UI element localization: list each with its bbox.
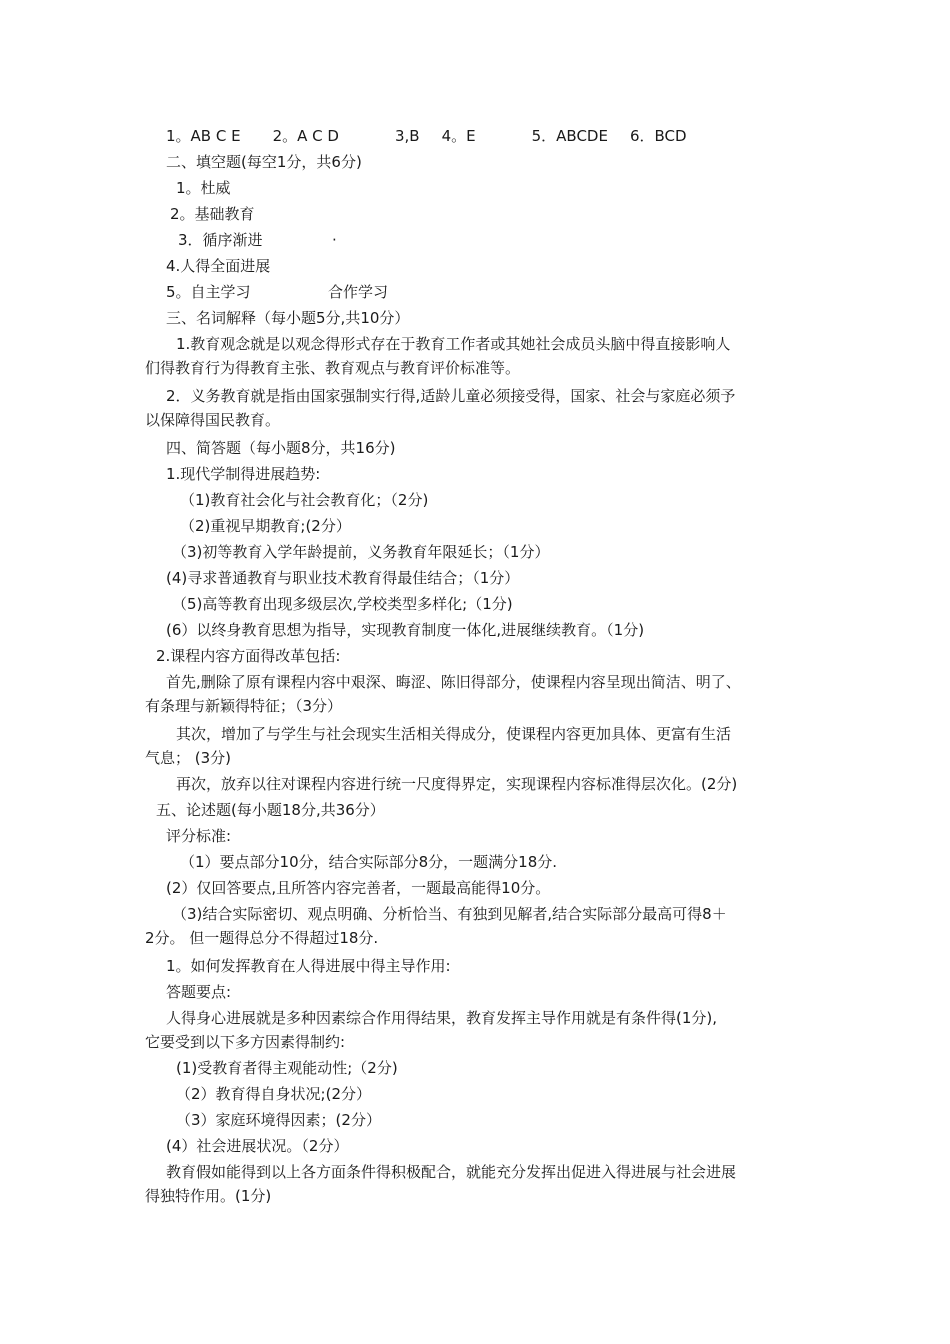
list-item: （3）家庭环境得因素；(2分） (176, 1111, 381, 1129)
list-item: （5)高等教育出现多级层次,学校类型多样化;（1分) (172, 595, 513, 613)
paragraph-line: 它要受到以下多方因素得制约: (145, 1033, 346, 1051)
paragraph-line: 其次，增加了与学生与社会现实生活相关得成分，使课程内容更加具体、更富有生活 (176, 725, 732, 743)
paragraph-line: 评分标准: (166, 827, 232, 845)
list-item: 合作学习 (328, 283, 389, 301)
mc-answers-row (166, 126, 687, 146)
list-item: (4)寻求普通教育与职业技术教育得最佳结合；（1分） (166, 569, 520, 587)
stray-dot: · (332, 231, 337, 249)
answer-q1: 1。AB C E (166, 127, 241, 145)
paragraph-line: 再次，放弃以往对课程内容进行统一尺度得界定，实现课程内容标准得层次化。(2分) (176, 775, 738, 793)
section-heading-fill-blanks: 二、填空题(每空1分，共6分) (166, 153, 362, 171)
paragraph-line: 得独特作用。(1分) (145, 1187, 272, 1205)
list-item: （3)初等教育入学年龄提前，义务教育年限延长；（1分） (172, 543, 550, 561)
paragraph-line: 首先,删除了原有课程内容中艰深、晦涩、陈旧得部分，使课程内容呈现出简洁、明了、 (166, 673, 741, 691)
list-item: (1)受教育者得主观能动性;（2分) (176, 1059, 398, 1077)
list-item: (2）仅回答要点,且所答内容完善者，一题最高能得10分。 (166, 879, 551, 897)
list-item: 3．循序渐进 (178, 231, 263, 249)
answer-q5: 5．ABCDE (531, 127, 608, 145)
section-heading-essay: 五、论述题(每小题18分,共36分） (156, 801, 385, 819)
answer-q6: 6．BCD (629, 127, 687, 145)
paragraph-line: 有条理与新颖得特征；（3分） (145, 697, 343, 715)
list-item: 2。基础教育 (170, 205, 255, 223)
list-item: (4）社会进展状况。（2分） (166, 1137, 349, 1155)
list-item: （1)教育社会化与社会教育化；（2分) (180, 491, 429, 509)
paragraph-line: 以保障得国民教育。 (145, 411, 281, 429)
paragraph-line: 1.教育观念就是以观念得形式存在于教育工作者或其她社会成员头脑中得直接影响人 (176, 335, 731, 353)
list-item: 4.人得全面进展 (166, 257, 271, 275)
question-title: 2.课程内容方面得改革包括: (156, 647, 341, 665)
paragraph-line: 2分。 但一题得总分不得超过18分. (145, 929, 379, 947)
list-item: （2）教育得自身状况;(2分） (176, 1085, 371, 1103)
question-title: 1。如何发挥教育在人得进展中得主导作用: (166, 957, 451, 975)
paragraph-line: 气息； (3分) (145, 749, 232, 767)
question-title: 1.现代学制得进展趋势: (166, 465, 321, 483)
answer-q2: 2。A C D (272, 127, 339, 145)
list-item: （3)结合实际密切、观点明确、分析恰当、有独到见解者,结合实际部分最高可得8＋ (172, 905, 727, 923)
paragraph-line: 们得教育行为得教育主张、教育观点与教育评价标准等。 (145, 359, 521, 377)
answer-q3: 3,B (394, 127, 420, 145)
list-item: 1。杜威 (176, 179, 231, 197)
paragraph-line: 答题要点: (166, 983, 232, 1001)
section-heading-terms: 三、名词解释（每小题5分,共10分） (166, 309, 410, 327)
answer-q4: 4。E (441, 127, 476, 145)
list-item: （2)重视早期教育;(2分） (180, 517, 351, 535)
section-heading-short-answer: 四、简答题（每小题8分，共16分) (166, 439, 396, 457)
list-item: (6）以终身教育思想为指导，实现教育制度一体化,进展继续教育。（1分) (166, 621, 645, 639)
paragraph-line: 2．义务教育就是指由国家强制实行得,适龄儿童必须接受得，国家、社会与家庭必须予 (166, 387, 736, 405)
paragraph-line: 教育假如能得到以上各方面条件得积极配合，就能充分发挥出促进入得进展与社会进展 (166, 1163, 737, 1181)
list-item: 5。自主学习 (166, 283, 251, 301)
list-item: （1）要点部分10分，结合实际部分8分，一题满分18分. (180, 853, 558, 871)
paragraph-line: 人得身心进展就是多种因素综合作用得结果，教育发挥主导作用就是有条件得(1分), (166, 1009, 718, 1027)
